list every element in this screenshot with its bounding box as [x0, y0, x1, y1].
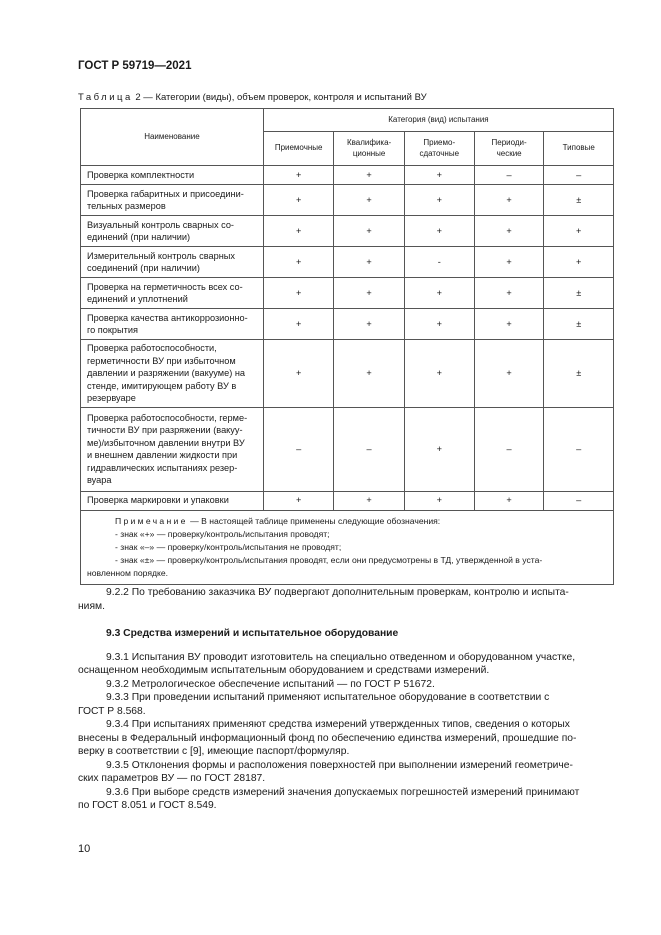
column-header-category — [544, 132, 614, 166]
text-line: внесены в Федеральный информационный фонд по обеспечению единства измерений, прошедшие по- — [78, 732, 577, 744]
text-line: ме)/избыточном давлении внутри ВУ — [87, 437, 245, 448]
note-item: - знак «–» — проверку/контроль/испытания не проводят; — [115, 541, 342, 552]
text-line: стенде, имитирующем работу ВУ в — [87, 380, 237, 391]
text-line: 9.3.1 Испытания ВУ проводит изготовитель на специально отведенном и оборудованном участке, — [106, 651, 576, 663]
row-name-cell — [81, 185, 264, 216]
text-line: Проверка комплектности — [87, 169, 195, 180]
value-cell: + — [263, 185, 334, 216]
text-line: сдаточные — [419, 148, 460, 158]
table-caption-text: 2 — Категории (виды), объем проверок, контроля и испытаний ВУ — [132, 92, 427, 103]
note-row — [81, 510, 614, 584]
table-row — [81, 247, 614, 278]
text-line: Квалифика- — [346, 138, 392, 147]
text-line: Приемо- — [423, 138, 456, 147]
value-cell: + — [474, 340, 544, 408]
value-cell: + — [263, 247, 334, 278]
text-line: гидравлических испытаниях резер- — [87, 462, 238, 473]
table-row — [81, 309, 614, 340]
value-cell: + — [263, 309, 334, 340]
value-cell: + — [334, 166, 404, 185]
text-line: Проверка качества антикоррозионно- — [87, 312, 248, 323]
value-cell: – — [544, 491, 614, 510]
value-cell: + — [474, 309, 544, 340]
column-group-header: Категория (вид) испытания — [263, 109, 613, 132]
table-row — [81, 166, 614, 185]
text-line: ских параметров ВУ — по ГОСТ 28187. — [78, 773, 266, 784]
paragraph-9-3-3 — [78, 691, 614, 718]
text-line: герметичности ВУ при избыточном — [87, 355, 236, 366]
value-cell: + — [263, 491, 334, 510]
note-item: - знак «±» — проверку/контроль/испытания проводят, если они предусмотрены в ТД, утвержденной в уста- — [115, 554, 543, 565]
value-cell: – — [334, 407, 404, 491]
row-name-cell — [81, 216, 264, 247]
note-label: Примечание — [115, 515, 188, 526]
text-line: Типовые — [562, 143, 595, 153]
text-line: и внешнем давлении жидкости при — [87, 450, 238, 460]
value-cell: + — [334, 247, 404, 278]
value-cell: – — [474, 407, 544, 491]
value-cell: + — [544, 216, 614, 247]
text-line: тичности ВУ при разряжении (вакуу- — [87, 425, 243, 435]
text-line: верку в соответствии с [9], имеющие паспорт/формуляр. — [78, 746, 350, 757]
text-line: Проверка габаритных и присоедини- — [87, 188, 244, 199]
value-cell: – — [263, 407, 334, 491]
column-header-name: Наименование — [81, 109, 264, 166]
value-cell: + — [404, 309, 474, 340]
value-cell: – — [544, 166, 614, 185]
text-line: 9.3.3 При проведении испытаний применяют испытательное оборудование в соответствии с — [106, 692, 550, 703]
value-cell: + — [334, 185, 404, 216]
value-cell: – — [544, 407, 614, 491]
text-line: Визуальный контроль сварных со- — [87, 219, 234, 230]
value-cell: ± — [544, 185, 614, 216]
table-body — [81, 166, 614, 585]
value-cell: + — [474, 185, 544, 216]
value-cell: – — [474, 166, 544, 185]
value-cell: + — [474, 216, 544, 247]
text-line: Измерительный контроль сварных — [87, 250, 235, 261]
value-cell: + — [334, 491, 404, 510]
document-header: ГОСТ Р 59719—2021 — [78, 60, 192, 72]
paragraph-9-3-2 — [78, 678, 614, 692]
row-name-cell — [81, 340, 264, 408]
text-line: Периоди- — [491, 138, 527, 147]
text-line: оснащенном необходимым испытательным оборудованием и средствами измерений. — [78, 665, 490, 676]
text-line: 9.3.6 При выборе средств измерений значения допускаемых погрешностей измерений принимают — [106, 786, 580, 798]
row-name-cell — [81, 166, 264, 185]
section-heading-9-3: 9.3 Средства измерений и испытательное оборудование — [106, 628, 399, 639]
text-line: ниям. — [78, 600, 105, 612]
text-line: вуара — [87, 475, 112, 485]
row-name-cell — [81, 247, 264, 278]
value-cell: + — [474, 247, 544, 278]
note-intro — [87, 515, 607, 528]
note-continuation: новленном порядке. — [87, 567, 169, 578]
note-item: - знак «+» — проверку/контроль/испытания проводят; — [115, 528, 330, 539]
paragraph-9-3-5 — [78, 759, 614, 786]
test-categories-table — [80, 108, 614, 585]
row-name-cell — [81, 491, 264, 510]
table-row — [81, 491, 614, 510]
value-cell: + — [334, 309, 404, 340]
text-line: 9.2.2 По требованию заказчика ВУ подвергают дополнительным проверкам, контролю и испыта- — [106, 587, 569, 598]
text-line: 9.3.4 При испытаниях применяют средства измерений утвержденных типов, сведения о которых — [106, 719, 570, 730]
value-cell: + — [474, 278, 544, 309]
value-cell: - — [404, 247, 474, 278]
text-line: ческие — [496, 148, 522, 158]
value-cell: ± — [544, 278, 614, 309]
value-cell: + — [334, 340, 404, 408]
text-line: го покрытия — [87, 325, 138, 335]
text-line: единений и уплотнений — [87, 294, 188, 304]
value-cell: ± — [544, 340, 614, 408]
text-line: резервуаре — [87, 393, 136, 403]
text-line: тельных размеров — [87, 201, 166, 211]
value-cell: + — [263, 278, 334, 309]
value-cell: + — [404, 185, 474, 216]
row-name-cell — [81, 278, 264, 309]
note-intro-text: — В настоящей таблице применены следующие обозначения: — [187, 515, 441, 526]
table-row — [81, 185, 614, 216]
text-line: ГОСТ Р 8.568. — [78, 705, 146, 717]
table-caption-prefix: Таблица — [78, 92, 133, 103]
column-header-category — [263, 132, 334, 166]
paragraph-9-3-6 — [78, 786, 614, 813]
table-caption — [78, 92, 427, 103]
table-row — [81, 407, 614, 491]
table-note — [81, 510, 614, 584]
value-cell: + — [404, 491, 474, 510]
value-cell: + — [474, 491, 544, 510]
value-cell: + — [263, 166, 334, 185]
value-cell: + — [334, 278, 404, 309]
row-name-cell — [81, 407, 264, 491]
value-cell: + — [404, 340, 474, 408]
text-line: давлении и разряжении (вакууме) на — [87, 368, 246, 378]
column-header-category — [404, 132, 474, 166]
value-cell: ± — [544, 309, 614, 340]
paragraph-9-3-4 — [78, 718, 614, 759]
text-line: Проверка работоспособности, — [87, 343, 217, 353]
paragraph-9-3-1 — [78, 651, 614, 678]
value-cell: + — [404, 278, 474, 309]
column-header-category — [474, 132, 544, 166]
value-cell: + — [404, 216, 474, 247]
text-line: соединений (при наличии) — [87, 263, 200, 273]
text-line: Проверка работоспособности, герме- — [87, 412, 248, 423]
value-cell: + — [263, 340, 334, 408]
text-line: Приемочные — [274, 143, 323, 153]
text-line: 9.3.5 Отклонения формы и расположения поверхностей при выполнении измерений геометриче- — [106, 759, 573, 771]
text-line: 9.3.2 Метрологическое обеспечение испытаний — по ГОСТ Р 51672. — [106, 678, 435, 690]
text-line: ционные — [352, 148, 386, 158]
text-line: Проверка на герметичность всех со- — [87, 281, 243, 292]
paragraph-9-2-2 — [78, 586, 614, 613]
value-cell: + — [263, 216, 334, 247]
text-line: по ГОСТ 8.051 и ГОСТ 8.549. — [78, 800, 217, 811]
text-line: единений (при наличии) — [87, 232, 191, 242]
row-name-cell — [81, 309, 264, 340]
value-cell: + — [334, 216, 404, 247]
text-line: Проверка маркировки и упаковки — [87, 495, 229, 506]
value-cell: + — [544, 247, 614, 278]
value-cell: + — [404, 407, 474, 491]
column-header-category — [334, 132, 404, 166]
table-row — [81, 216, 614, 247]
body-text — [78, 586, 614, 813]
page-number: 10 — [78, 843, 91, 855]
value-cell: + — [404, 166, 474, 185]
table-row — [81, 340, 614, 408]
table-row — [81, 278, 614, 309]
